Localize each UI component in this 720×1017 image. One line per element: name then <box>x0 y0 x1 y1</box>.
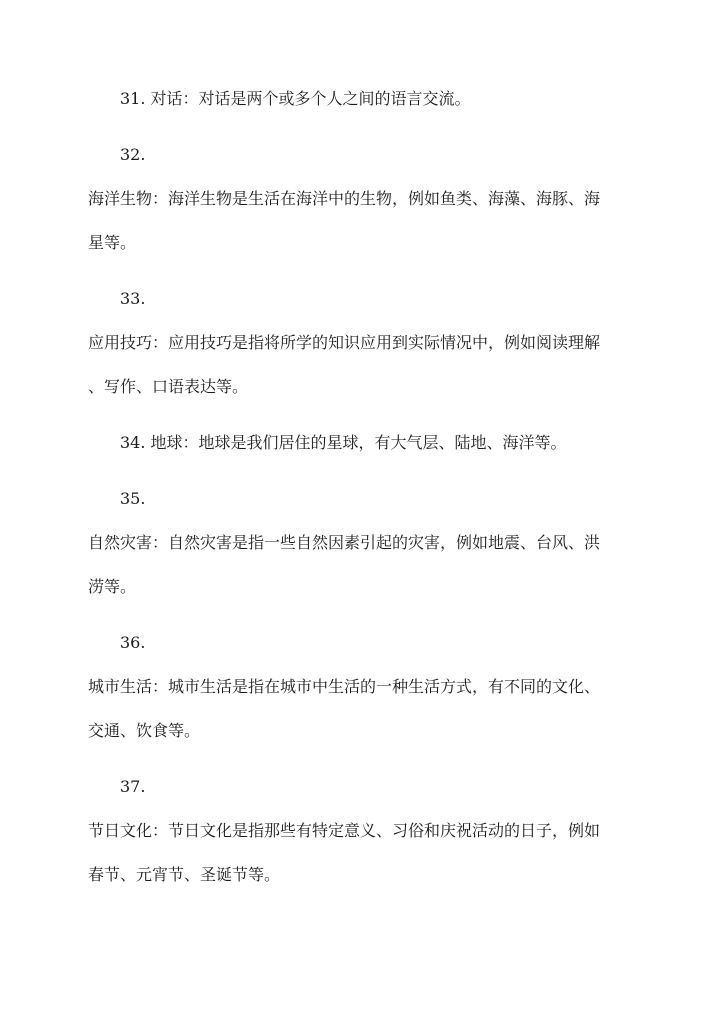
entry-31-line: 31. 对话：对话是两个或多个人之间的语言交流。 <box>120 89 471 108</box>
entry-35-line: 自然灾害：自然灾害是指一些自然因素引起的灾害，例如地震、台风、洪 <box>88 533 601 552</box>
entry-37-line: 节日文化：节日文化是指那些有特定意义、习俗和庆祝活动的日子，例如 <box>88 821 601 840</box>
entry-36-number: 36. <box>120 633 146 652</box>
entry-35-number: 35. <box>120 489 146 508</box>
entry-33-number: 33. <box>120 289 146 308</box>
entry-36-line: 城市生活：城市生活是指在城市中生活的一种生活方式，有不同的文化、 <box>88 677 601 696</box>
entry-37-line: 春节、元宵节、圣诞节等。 <box>88 865 281 884</box>
entry-35-line: 涝等。 <box>88 577 137 596</box>
entry-37-number: 37. <box>120 777 146 796</box>
entry-34-line: 34. 地球：地球是我们居住的星球，有大气层、陆地、海洋等。 <box>120 433 567 452</box>
entry-32-line: 海洋生物：海洋生物是生活在海洋中的生物，例如鱼类、海藻、海豚、海 <box>88 189 601 208</box>
entry-33-line: 应用技巧：应用技巧是指将所学的知识应用到实际情况中，例如阅读理解 <box>88 333 601 352</box>
entry-36-line: 交通、饮食等。 <box>88 721 201 740</box>
entry-32-line: 星等。 <box>88 233 137 252</box>
entry-32-number: 32. <box>120 145 146 164</box>
entry-33-line: 、写作、口语表达等。 <box>88 377 249 396</box>
